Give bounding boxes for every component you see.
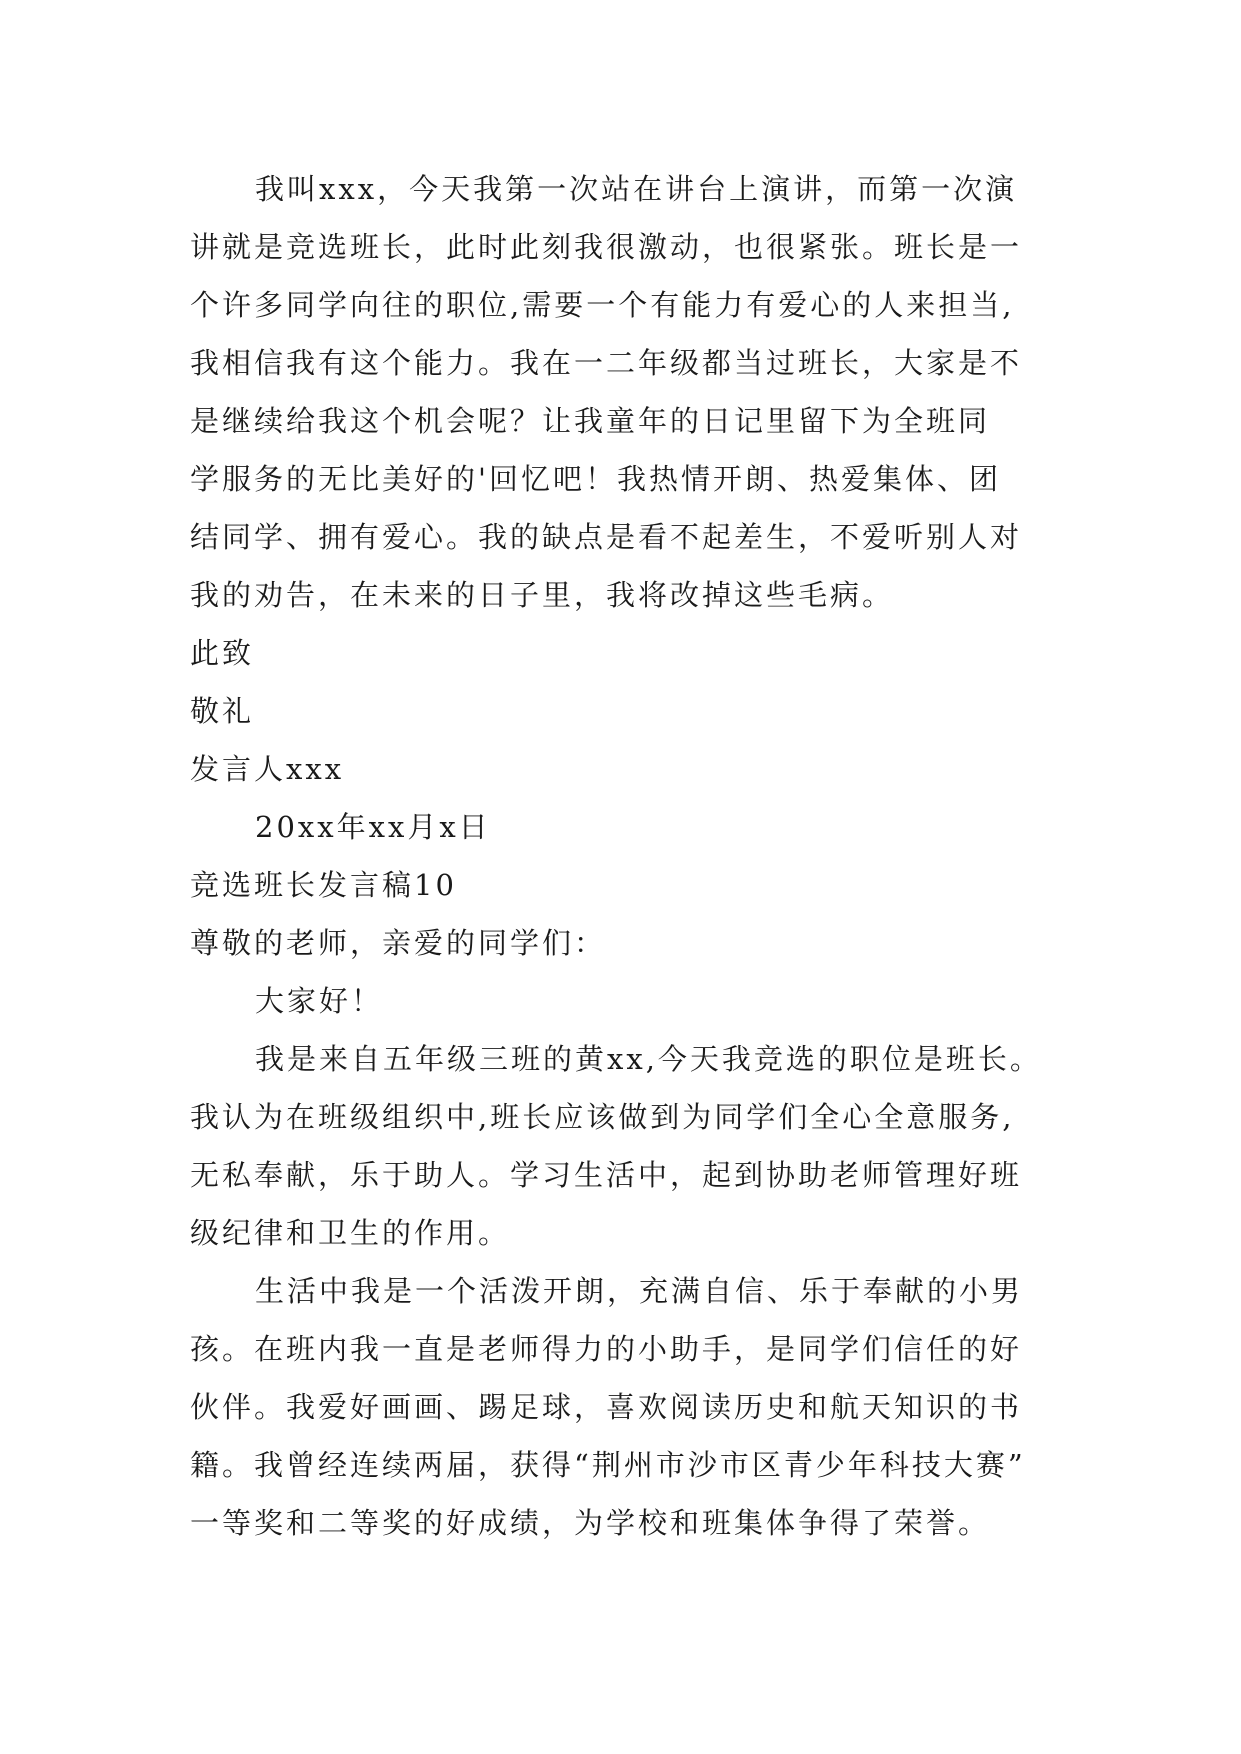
speaker-signature: 发言人xxx <box>190 752 345 786</box>
paragraph-line: 生活中我是一个活泼开朗，充满自信、乐于奉献的小男 <box>255 1274 1024 1308</box>
document-body <box>190 160 1090 1552</box>
paragraph-3 <box>190 1262 1090 1552</box>
date-line: 20xx年xx月x日 <box>255 810 491 844</box>
paragraph-line: 讲就是竞选班长，此时此刻我很激动，也很紧张。班长是一 <box>190 230 1023 264</box>
paragraph-line: 结同学、拥有爱心。我的缺点是看不起差生，不爱听别人对 <box>190 520 1023 554</box>
paragraph-line: 我是来自五年级三班的黄xx,今天我竞选的职位是班长。 <box>255 1042 1042 1076</box>
paragraph-line: 籍。我曾经连续两届，获得“荆州市沙市区青少年科技大赛” <box>190 1448 1026 1482</box>
paragraph-line: 个许多同学向往的职位,需要一个有能力有爱心的人来担当, <box>190 288 1015 322</box>
paragraph-1 <box>190 160 1090 624</box>
closing-line-1: 此致 <box>190 636 255 670</box>
paragraph-line: 孩。在班内我一直是老师得力的小助手，是同学们信任的好 <box>190 1332 1023 1366</box>
greeting: 大家好！ <box>255 984 384 1018</box>
paragraph-line: 学服务的无比美好的'回忆吧！我热情开朗、热爱集体、团 <box>190 462 1001 496</box>
section-title: 竞选班长发言稿10 <box>190 868 457 902</box>
closing-line-2: 敬礼 <box>190 694 255 728</box>
paragraph-line: 无私奉献，乐于助人。学习生活中，起到协助老师管理好班 <box>190 1158 1023 1192</box>
paragraph-line: 伙伴。我爱好画画、踢足球，喜欢阅读历史和航天知识的书 <box>190 1390 1023 1424</box>
paragraph-line: 一等奖和二等奖的好成绩，为学校和班集体争得了荣誉。 <box>190 1506 991 1540</box>
paragraph-line: 我的劝告，在未来的日子里，我将改掉这些毛病。 <box>190 578 895 612</box>
paragraph-line: 我认为在班级组织中,班长应该做到为同学们全心全意服务, <box>190 1100 1015 1134</box>
paragraph-line: 我叫xxx，今天我第一次站在讲台上演讲，而第一次演 <box>255 172 1018 206</box>
paragraph-2 <box>190 1030 1090 1262</box>
paragraph-line: 我相信我有这个能力。我在一二年级都当过班长，大家是不 <box>190 346 1023 380</box>
paragraph-line: 级纪律和卫生的作用。 <box>190 1216 511 1250</box>
paragraph-line: 是继续给我这个机会呢？让我童年的日记里留下为全班同 <box>190 404 991 438</box>
salutation: 尊敬的老师，亲爱的同学们： <box>190 926 607 960</box>
